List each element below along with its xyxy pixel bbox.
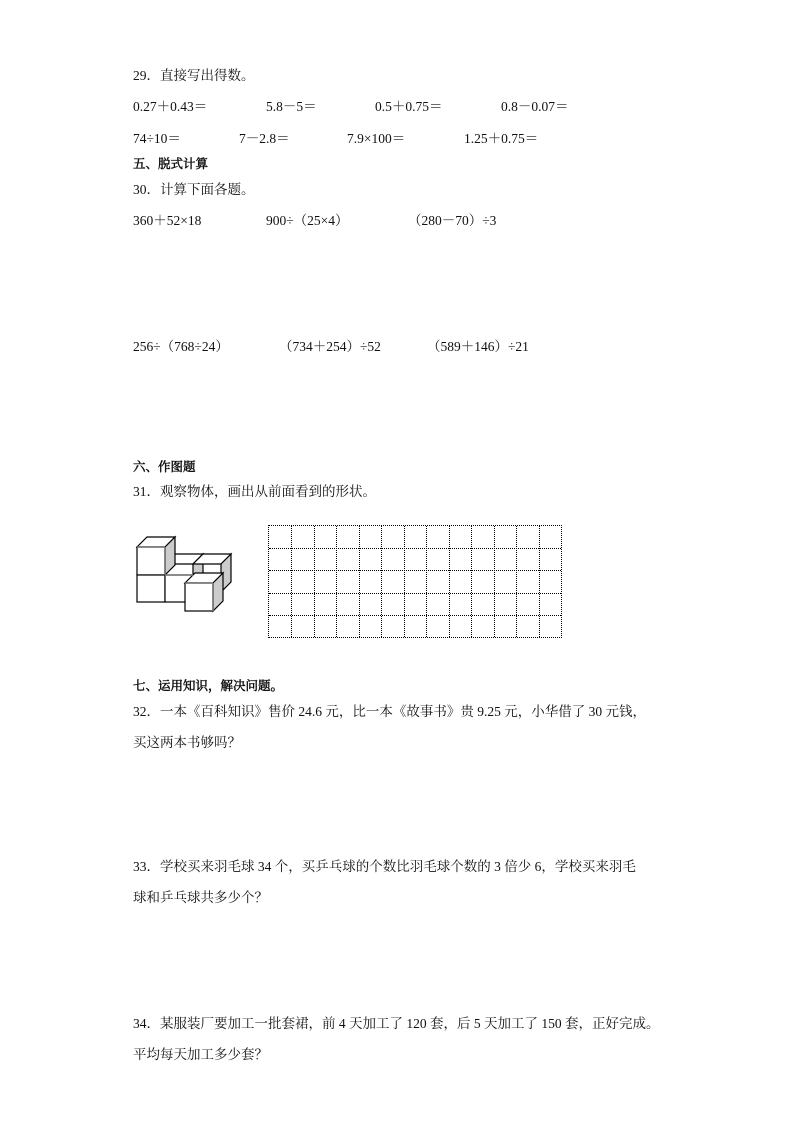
q29-item: 1.25＋0.75＝ (464, 131, 539, 146)
q34-line: 34．某服装厂要加工一批套裙，前 4 天加工了 120 套，后 5 天加工了 150 套，正好完成。 (133, 1016, 660, 1031)
grid-column-line (516, 526, 517, 637)
q30-item: （734＋254）÷52 (279, 339, 381, 354)
q30-item: 256÷（768÷24） (133, 339, 229, 354)
grid-row-line (269, 593, 561, 594)
q29-item: 7－2.8＝ (239, 131, 290, 146)
grid-column-line (494, 526, 495, 637)
q30-item: 900÷（25×4） (266, 213, 349, 228)
q29-title: 29．直接写出得数。 (133, 68, 255, 83)
q31-title: 31．观察物体，画出从前面看到的形状。 (133, 484, 376, 499)
grid-row-line (269, 570, 561, 571)
grid-column-line (336, 526, 337, 637)
q29-item: 74÷10＝ (133, 131, 181, 146)
q29-item: 0.27＋0.43＝ (133, 99, 208, 114)
section-heading: 六、作图题 (133, 459, 196, 474)
grid-row-line (269, 548, 561, 549)
grid-column-line (539, 526, 540, 637)
q30-item: 360＋52×18 (133, 213, 202, 228)
q32-line: 32．一本《百科知识》售价 24.6 元，比一本《故事书》贵 9.25 元，小华借了 30 元钱， (133, 704, 646, 719)
q29-item: 0.5＋0.75＝ (375, 99, 443, 114)
q30-title: 30．计算下面各题。 (133, 182, 255, 197)
q33-line: 33．学校买来羽毛球 34 个，买乒乓球的个数比羽毛球个数的 3 倍少 6，学校买来羽毛 (133, 859, 636, 874)
grid-row-line (269, 615, 561, 616)
grid-column-line (291, 526, 292, 637)
grid-column-line (404, 526, 405, 637)
cube-front-face (137, 547, 165, 575)
cubes-figure (130, 530, 240, 615)
grid-column-line (426, 526, 427, 637)
cube-front-face (137, 575, 165, 602)
grid-column-line (314, 526, 315, 637)
q29-item: 0.8－0.07＝ (501, 99, 569, 114)
grid-column-line (381, 526, 382, 637)
q32-line: 买这两本书够吗？ (133, 735, 241, 750)
grid-column-line (449, 526, 450, 637)
q30-item: （589＋146）÷21 (427, 339, 529, 354)
q30-item: （280－70）÷3 (408, 213, 497, 228)
section-heading: 五、脱式计算 (133, 156, 209, 171)
section-heading: 七、运用知识，解决问题。 (133, 678, 284, 693)
drawing-grid[interactable] (268, 525, 562, 638)
q29-item: 5.8－5＝ (266, 99, 317, 114)
grid-column-line (359, 526, 360, 637)
q33-line: 球和乒乓球共多少个？ (133, 890, 268, 905)
cube-front-face (185, 583, 213, 611)
q29-item: 7.9×100＝ (347, 131, 406, 146)
q34-line: 平均每天加工多少套？ (133, 1047, 268, 1062)
grid-column-line (471, 526, 472, 637)
